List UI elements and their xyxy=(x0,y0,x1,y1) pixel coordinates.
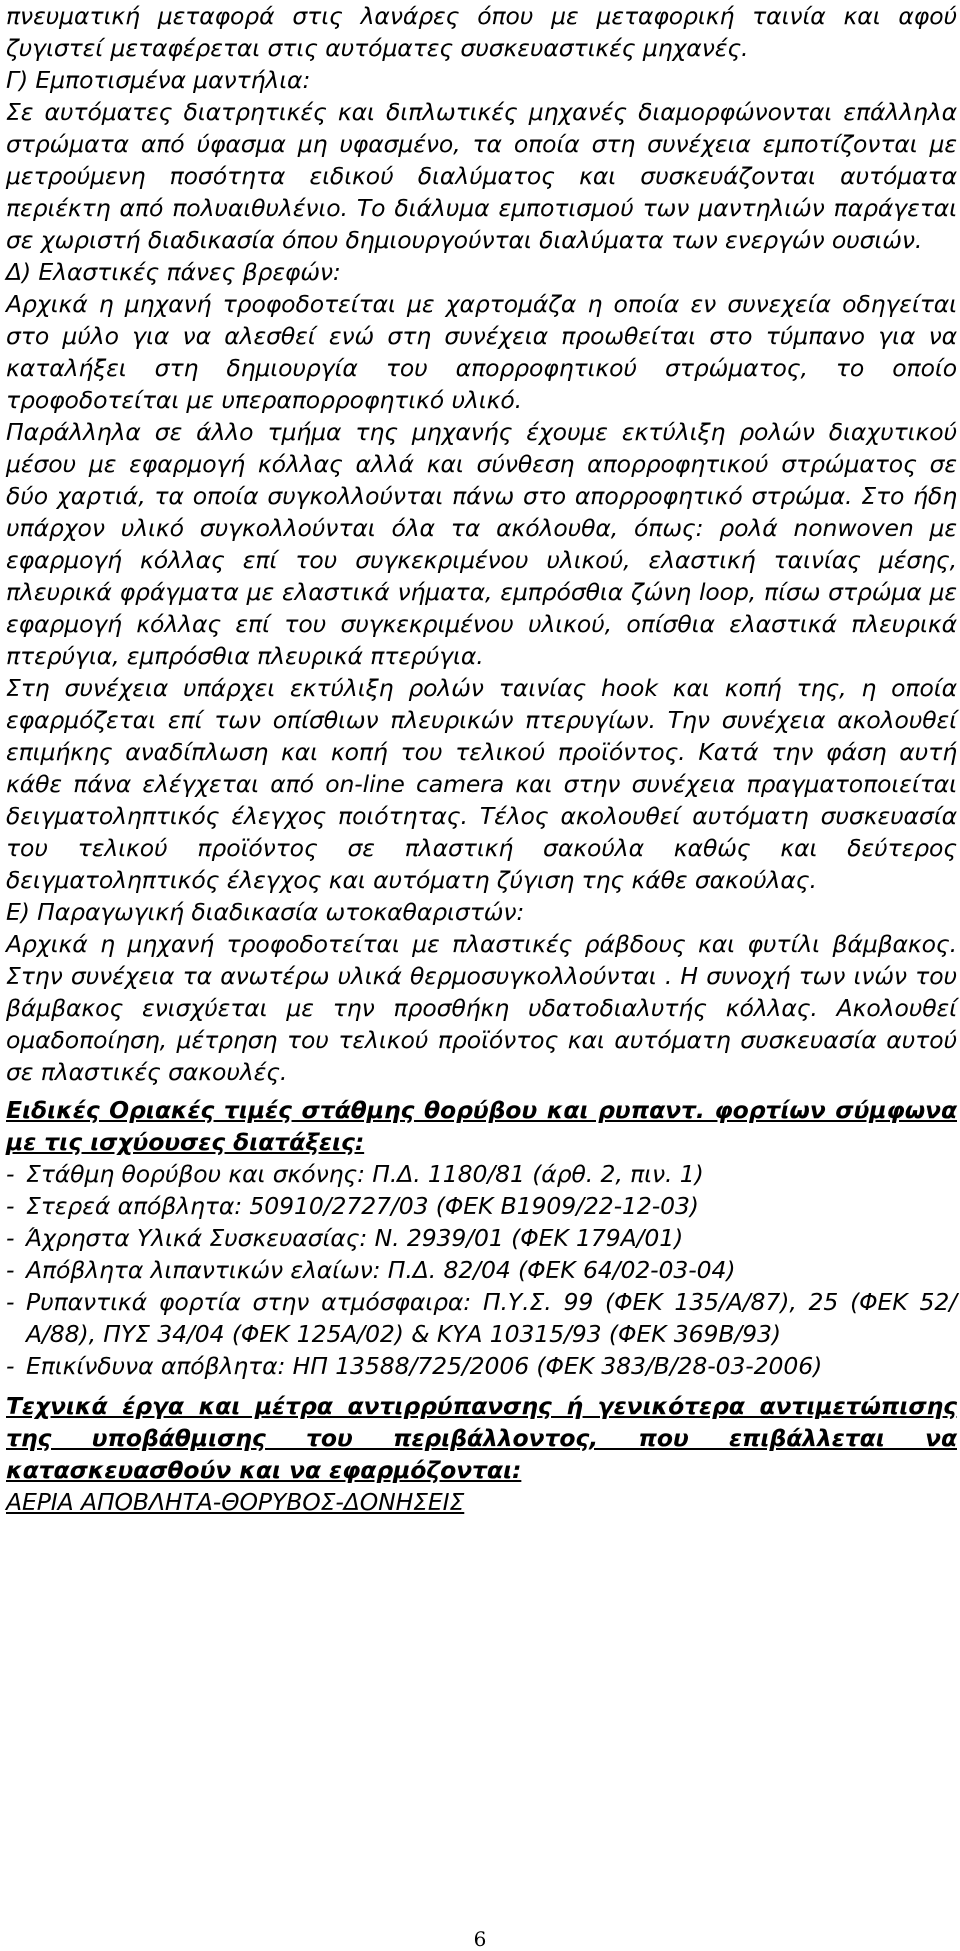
section-title-wipes: Γ) Εμποτισμένα μαντήλια: xyxy=(6,66,311,94)
paragraph-cotton-buds: Αρχικά η μηχανή τροφοδοτείται με πλαστικές ράβδους και φυτίλι βάμβακος. Στην συνέχεια τα ανωτέρω υλικά θερμοσυγκολλούνται . Η συνοχή των ινών του βάμβακος ενισχύεται με την προσθήκη υδατοδιαλυτής κόλλας. Ακολουθεί ομαδοποίηση, μέτρηση του τελικού προϊόντος και αυτόματη συσκευασία αυτού σε πλαστικές σακουλές. xyxy=(6,930,957,1086)
paragraph-wipes: Σε αυτόματες διατρητικές και διπλωτικές μηχανές διαμορφώνονται επάλληλα στρώματα από ύφασμα μη υφασμένο, τα οποία στη συνέχεια εμποτίζονται με μετρούμενη ποσότητα ειδικού διαλύματος και συσκευάζονται αυτόματα περιέκτη από πολυαιθυλένιο. Το διάλυμα εμποτισμού των μαντηλιών παράγεται σε χωριστή διαδικασία όπου δημιουργούνται διαλύματα των ενεργών ουσιών. xyxy=(6,98,957,254)
list-item: - Άχρηστα Υλικά Συσκευασίας: Ν. 2939/01 (ΦΕΚ 179Α/01) xyxy=(6,1224,684,1252)
section-title-diapers: Δ) Ελαστικές πάνες βρεφών: xyxy=(6,258,341,286)
works-subheading: ΑΕΡΙΑ ΑΠΟΒΛΗΤΑ-ΘΟΡΥΒΟΣ-ΔΟΝΗΣΕΙΣ xyxy=(6,1488,465,1516)
paragraph-diapers-2: Παράλληλα σε άλλο τμήμα της μηχανής έχουμε εκτύλιξη ρολών διαχυτικού μέσου με εφαρμογή κόλλας αλλά και σύνθεση απορροφητικού στρώματος σε δύο χαρτιά, τα οποία συγκολλούνται πάνω στο απορροφητικό στρώμα. Στο ήδη υπάρχον υλικό συγκολλούνται όλα τα ακόλουθα, όπως: ρολά nonwoven με εφαρμογή κόλλας επί του συγκεκριμένου υλικού, ελαστική ταινίας μέσης, πλευρικά φράγματα με ελαστικά νήματα, εμπρόσθια ζώνη loop, πίσω στρώμα με εφαρμογή κόλλας επί του συγκεκριμένου υλικού, οπίσθια ελαστικά πλευρικά πτερύγια, εμπρόσθια πλευρικά πτερύγια. xyxy=(6,418,957,670)
limits-list xyxy=(6,1158,957,1382)
list-item: - Ρυπαντικά φορτία στην ατμόσφαιρα: Π.Υ.Σ. 99 (ΦΕΚ 135/Α/87), 25 (ΦΕΚ 52/Α/88), ΠΥΣ 34/04 (ΦΕΚ 125Α/02) & ΚΥΑ 10315/93 (ΦΕΚ 369Β/93) xyxy=(6,1288,957,1348)
document-body xyxy=(6,0,957,1518)
list-item: - Απόβλητα λιπαντικών ελαίων: Π.Δ. 82/04 (ΦΕΚ 64/02-03-04) xyxy=(6,1256,736,1284)
works-heading: Τεχνικά έργα και μέτρα αντιρρύπανσης ή γενικότερα αντιμετώπισης της υποβάθμισης του περιβάλλοντος, που επιβάλλεται να κατασκευασθούν και να εφαρμόζονται: xyxy=(6,1392,957,1484)
limits-heading: Ειδικές Οριακές τιμές στάθμης θορύβου και ρυπαντ. φορτίων σύμφωνα με τις ισχύουσες διατάξεις: xyxy=(6,1096,957,1156)
list-item: - Στάθμη θορύβου και σκόνης: Π.Δ. 1180/81 (άρθ. 2, πιν. 1) xyxy=(6,1160,704,1188)
paragraph-diapers-3: Στη συνέχεια υπάρχει εκτύλιξη ρολών ταινίας hook και κοπή της, η οποία εφαρμόζεται επί των οπίσθιων πλευρικών πτερυγίων. Την συνέχεια ακολουθεί επιμήκης αναδίπλωση και κοπή του τελικού προϊόντος. Κατά την φάση αυτή κάθε πάνα ελέγχεται από on-line camera και στην συνέχεια πραγματοποιείται δειγματοληπτικός έλεγχος ποιότητας. Τέλος ακολουθεί αυτόματη συσκευασία του τελικού προϊόντος σε πλαστική σακούλα καθώς και δεύτερος δειγματοληπτικός έλεγχος και αυτόματη ζύγιση της κάθε σακούλας. xyxy=(6,674,957,894)
list-item: - Επικίνδυνα απόβλητα: ΗΠ 13588/725/2006 (ΦΕΚ 383/Β/28-03-2006) xyxy=(6,1352,823,1380)
paragraph-diapers-1: Αρχικά η μηχανή τροφοδοτείται με χαρτομάζα η οποία εν συνεχεία οδηγείται στο μύλο για να αλεσθεί ενώ στη συνέχεια προωθείται στο τύμπανο για να καταλήξει στη δημιουργία του απορροφητικού στρώματος, το οποίο τροφοδοτείται με υπεραπορροφητικό υλικό. xyxy=(6,290,957,414)
section-title-cotton-buds: Ε) Παραγωγική διαδικασία ωτοκαθαριστών: xyxy=(6,898,525,926)
page-number: 6 xyxy=(473,1927,487,1951)
paragraph-continuation: πνευματική μεταφορά στις λανάρες όπου με μεταφορική ταινία και αφού ζυγιστεί μεταφέρεται στις αυτόματες συσκευαστικές μηχανές. xyxy=(6,2,957,62)
list-item: - Στερεά απόβλητα: 50910/2727/03 (ΦΕΚ Β1909/22-12-03) xyxy=(6,1192,699,1220)
